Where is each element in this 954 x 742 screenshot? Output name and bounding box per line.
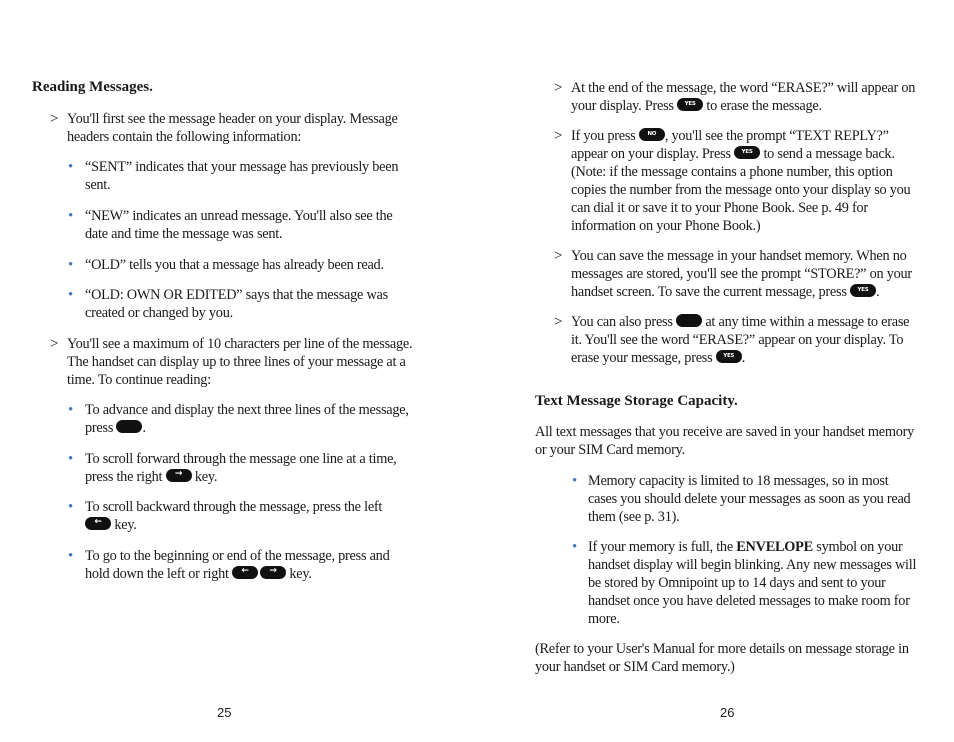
text-line: ← key. xyxy=(85,516,382,534)
bullet-sent xyxy=(85,158,398,194)
gt-marker: > xyxy=(554,128,563,144)
menu-key-icon xyxy=(116,420,142,433)
text-line: “NEW” indicates an unread message. You'll also see the xyxy=(85,208,393,224)
text-line: time. To continue reading: xyxy=(67,372,211,388)
bullet-new xyxy=(85,207,392,243)
bullet-icon: • xyxy=(68,159,74,175)
text-line: If your memory is full, the ENVELOPE symbol on your xyxy=(588,539,903,555)
bullet-icon: • xyxy=(572,473,578,489)
yes-key-icon: YES xyxy=(850,284,876,297)
bullet-icon: • xyxy=(68,257,74,273)
text-line: it. You'll see the word “ERASE?” appear on your display. To xyxy=(571,332,904,348)
page-number: 26 xyxy=(720,705,735,720)
bullet-beginning-end xyxy=(85,547,389,583)
text-line: You can save the message in your handset memory. When no xyxy=(571,248,907,264)
text-line: handset once you have deleted messages to make room for xyxy=(588,593,910,609)
text-line: The handset can display up to three lines of your message at a xyxy=(67,354,406,370)
text-line: You'll first see the message header on your display. Message xyxy=(67,111,398,127)
bullet-scroll-forward xyxy=(85,450,397,486)
left-arrow-key-icon: ← xyxy=(85,517,111,530)
bullet-memory-capacity xyxy=(588,472,910,526)
text-line: To go to the beginning or end of the message, press and xyxy=(85,548,390,564)
text-line: “OLD” tells you that a message has already been read. xyxy=(85,257,384,273)
text-line: appear on your display. Press YES to send a message back. xyxy=(571,146,895,162)
envelope-symbol-label: ENVELOPE xyxy=(736,539,813,555)
bullet-advance xyxy=(85,401,409,437)
text-line: You can also press at any time within a message to erase xyxy=(571,314,910,330)
text-line: If you press NO , you'll see the prompt “TEXT REPLY?” xyxy=(571,128,889,144)
text-line: headers contain the following information: xyxy=(67,129,302,145)
gt-marker: > xyxy=(554,314,563,330)
right-page xyxy=(477,0,954,742)
bullet-scroll-backward xyxy=(85,498,382,534)
bullet-icon: • xyxy=(68,208,74,224)
gt-marker: > xyxy=(554,248,563,264)
text-line: date and time the message was sent. xyxy=(85,226,283,242)
text-line: cases you should delete your messages as soon as you read xyxy=(588,491,911,507)
bullet-memory-full xyxy=(588,538,916,628)
bullet-icon: • xyxy=(572,539,578,555)
text-reply-paragraph xyxy=(571,127,910,235)
bullet-icon: • xyxy=(68,499,74,515)
left-arrow-key-icon: ← xyxy=(232,566,258,579)
text-line: At the end of the message, the word “ERASE?” will appear on xyxy=(571,80,916,96)
gt-marker: > xyxy=(50,336,59,352)
bullet-old xyxy=(85,256,384,274)
text-line: can dial it or save it to your Phone Book. See p. 49 for xyxy=(571,200,868,216)
text-line: press the right → key. xyxy=(85,469,218,485)
storage-intro-paragraph xyxy=(535,423,914,459)
gt-marker: > xyxy=(50,111,59,127)
text-line: created or changed by you. xyxy=(85,305,233,321)
refer-manual-paragraph xyxy=(535,640,909,676)
reading-messages-heading: Reading Messages. xyxy=(32,79,153,95)
yes-key-icon: YES xyxy=(716,350,742,363)
text-line: You'll see a maximum of 10 characters per line of the message. xyxy=(67,336,413,352)
text-line: “SENT” indicates that your message has previously been xyxy=(85,159,399,175)
text-line: messages are stored, you'll see the prompt “STORE?” on your xyxy=(571,266,912,282)
storage-capacity-heading: Text Message Storage Capacity. xyxy=(535,393,738,409)
erase-anytime-paragraph xyxy=(571,313,909,367)
bullet-old-own xyxy=(85,286,388,322)
text-line: To scroll forward through the message one line at a time, xyxy=(85,451,397,467)
menu-key-icon xyxy=(676,314,702,327)
text-line: press . xyxy=(85,420,146,436)
max-chars-paragraph xyxy=(67,335,412,389)
text-line: more. xyxy=(588,611,620,627)
text-line: them (see p. 31). xyxy=(588,509,680,525)
page-number: 25 xyxy=(217,705,232,720)
text-line: handset screen. To save the current message, press YES . xyxy=(571,284,880,300)
text-line: sent. xyxy=(85,177,111,193)
text-line: To advance and display the next three lines of the message, xyxy=(85,402,409,418)
bullet-icon: • xyxy=(68,548,74,564)
message-header-paragraph xyxy=(67,110,398,146)
bullet-icon: • xyxy=(68,402,74,418)
right-arrow-key-icon: → xyxy=(260,566,286,579)
text-line: be stored by Omnipoint up to 14 days and sent to your xyxy=(588,575,886,591)
text-line: your handset or SIM Card memory.) xyxy=(535,659,735,675)
text-line: “OLD: OWN OR EDITED” says that the message was xyxy=(85,287,388,303)
bullet-icon: • xyxy=(68,287,74,303)
text-line: your display. Press YES to erase the message. xyxy=(571,98,822,114)
no-key-icon: NO xyxy=(639,128,665,141)
text-line: erase your message, press YES . xyxy=(571,350,746,366)
text-line: hold down the left or right ← → key. xyxy=(85,566,312,582)
text-line: Memory capacity is limited to 18 messages, so in most xyxy=(588,473,889,489)
text-line: handset display will begin blinking. Any new messages will xyxy=(588,557,917,573)
gt-marker: > xyxy=(554,80,563,96)
bullet-icon: • xyxy=(68,451,74,467)
text-line: or your SIM Card memory. xyxy=(535,442,685,458)
store-paragraph xyxy=(571,247,912,301)
text-line: To scroll backward through the message, press the left xyxy=(85,499,383,515)
right-arrow-key-icon: → xyxy=(166,469,192,482)
erase-paragraph xyxy=(571,79,915,115)
yes-key-icon: YES xyxy=(734,146,760,159)
text-line: copies the number from the message onto your display so you xyxy=(571,182,911,198)
text-line: (Refer to your User's Manual for more details on message storage in xyxy=(535,641,909,657)
yes-key-icon: YES xyxy=(677,98,703,111)
text-line: All text messages that you receive are saved in your handset memory xyxy=(535,424,915,440)
text-line: information on your Phone Book.) xyxy=(571,218,761,234)
text-line: (Note: if the message contains a phone number, this option xyxy=(571,164,893,180)
